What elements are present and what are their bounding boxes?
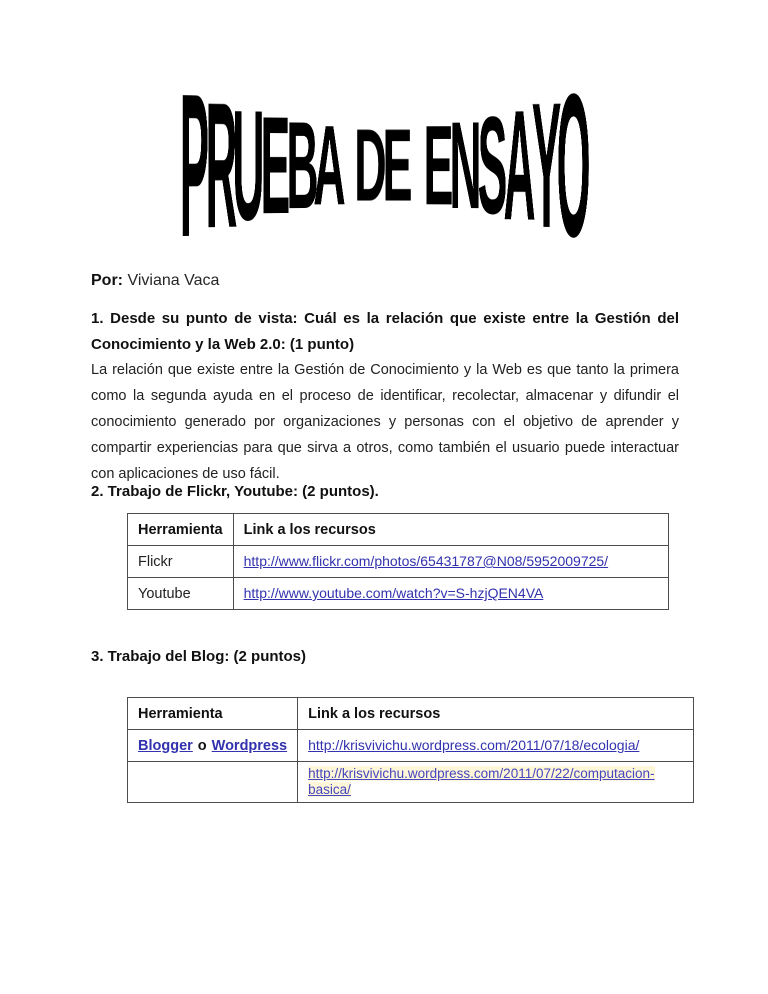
- blogger-link[interactable]: Blogger: [138, 737, 193, 754]
- wordart-letter: E: [423, 101, 454, 229]
- tool-cell-flickr: Flickr: [128, 546, 234, 578]
- wordart-letter: B: [286, 95, 319, 235]
- wordart-letter: A: [503, 76, 536, 254]
- empty-tool-cell: [128, 762, 298, 803]
- tool-cell-blog: [128, 730, 298, 762]
- computacion-basica-link[interactable]: http://krisvivichu.wordpress.com/2011/07/22/computacion-basica/: [308, 766, 655, 797]
- table-row: [128, 730, 694, 762]
- wordart-title: [0, 50, 768, 280]
- byline-name: Viviana Vaca: [127, 272, 220, 289]
- wordart-letter: E: [260, 87, 291, 243]
- table-row: [128, 762, 694, 803]
- wordart-letter: U: [232, 76, 265, 254]
- question3-heading: 3. Trabajo del Blog: (2 puntos): [91, 648, 307, 665]
- flickr-link[interactable]: http://www.flickr.com/photos/65431787@N08/5952009725/: [243, 553, 609, 569]
- link-cell: [233, 546, 668, 578]
- wordart-letter: [348, 112, 352, 218]
- flickr-youtube-table: [127, 513, 669, 610]
- wordart-letter: O: [556, 50, 591, 280]
- ecologia-link[interactable]: http://krisvivichu.wordpress.com/2011/07/18/ecologia/: [308, 737, 640, 753]
- header-link-recursos: Link a los recursos: [298, 698, 694, 730]
- header-herramienta: Herramienta: [128, 698, 298, 730]
- header-herramienta: Herramienta: [128, 514, 234, 546]
- header-link-recursos: Link a los recursos: [233, 514, 668, 546]
- blog-table: [127, 697, 694, 803]
- wordart-letter: Y: [531, 64, 562, 266]
- question2-heading: 2. Trabajo de Flickr, Youtube: (2 puntos).: [91, 483, 379, 500]
- byline: [91, 272, 678, 290]
- wordart-letter: E: [382, 107, 413, 223]
- link-cell: [233, 578, 668, 610]
- tool-cell-youtube: Youtube: [128, 578, 234, 610]
- question1-answer: La relación que existe entre la Gestión de Conocimiento y la Web es que tanto la primera como la segunda ayuda en el proceso de identificar, recolectar, almacenar y difundir el conocimiento generado por organizaciones y personas con el objetivo de aprender y compartir experiencias para que sirva a otros, como también el usuario puede interactuar con aplicaciones de uso fácil.: [91, 362, 679, 482]
- wordart-letter: R: [205, 64, 238, 266]
- wordart-letter: S: [477, 87, 508, 243]
- wordart-letters: [179, 50, 591, 280]
- wordpress-link[interactable]: Wordpress: [211, 737, 288, 754]
- table-header-row: [128, 698, 694, 730]
- wordart-letter: A: [313, 101, 346, 229]
- table-row: [128, 546, 669, 578]
- wordart-letter: P: [179, 50, 210, 280]
- byline-label: Por:: [91, 272, 123, 289]
- link-cell: [298, 730, 694, 762]
- wordart-letter: [416, 112, 420, 218]
- youtube-link[interactable]: http://www.youtube.com/watch?v=S-hzjQEN4VA: [243, 585, 544, 601]
- table-header-row: [128, 514, 669, 546]
- table-row: [128, 578, 669, 610]
- tool-separator: o: [197, 737, 207, 754]
- question1-heading: 1. Desde su punto de vista: Cuál es la relación que existe entre la Gestión del Conocimiento y la Web 2.0: (1 punto): [91, 310, 679, 353]
- link-cell: [298, 762, 694, 803]
- wordart-letter: N: [449, 95, 482, 235]
- wordart-letter: D: [354, 107, 387, 223]
